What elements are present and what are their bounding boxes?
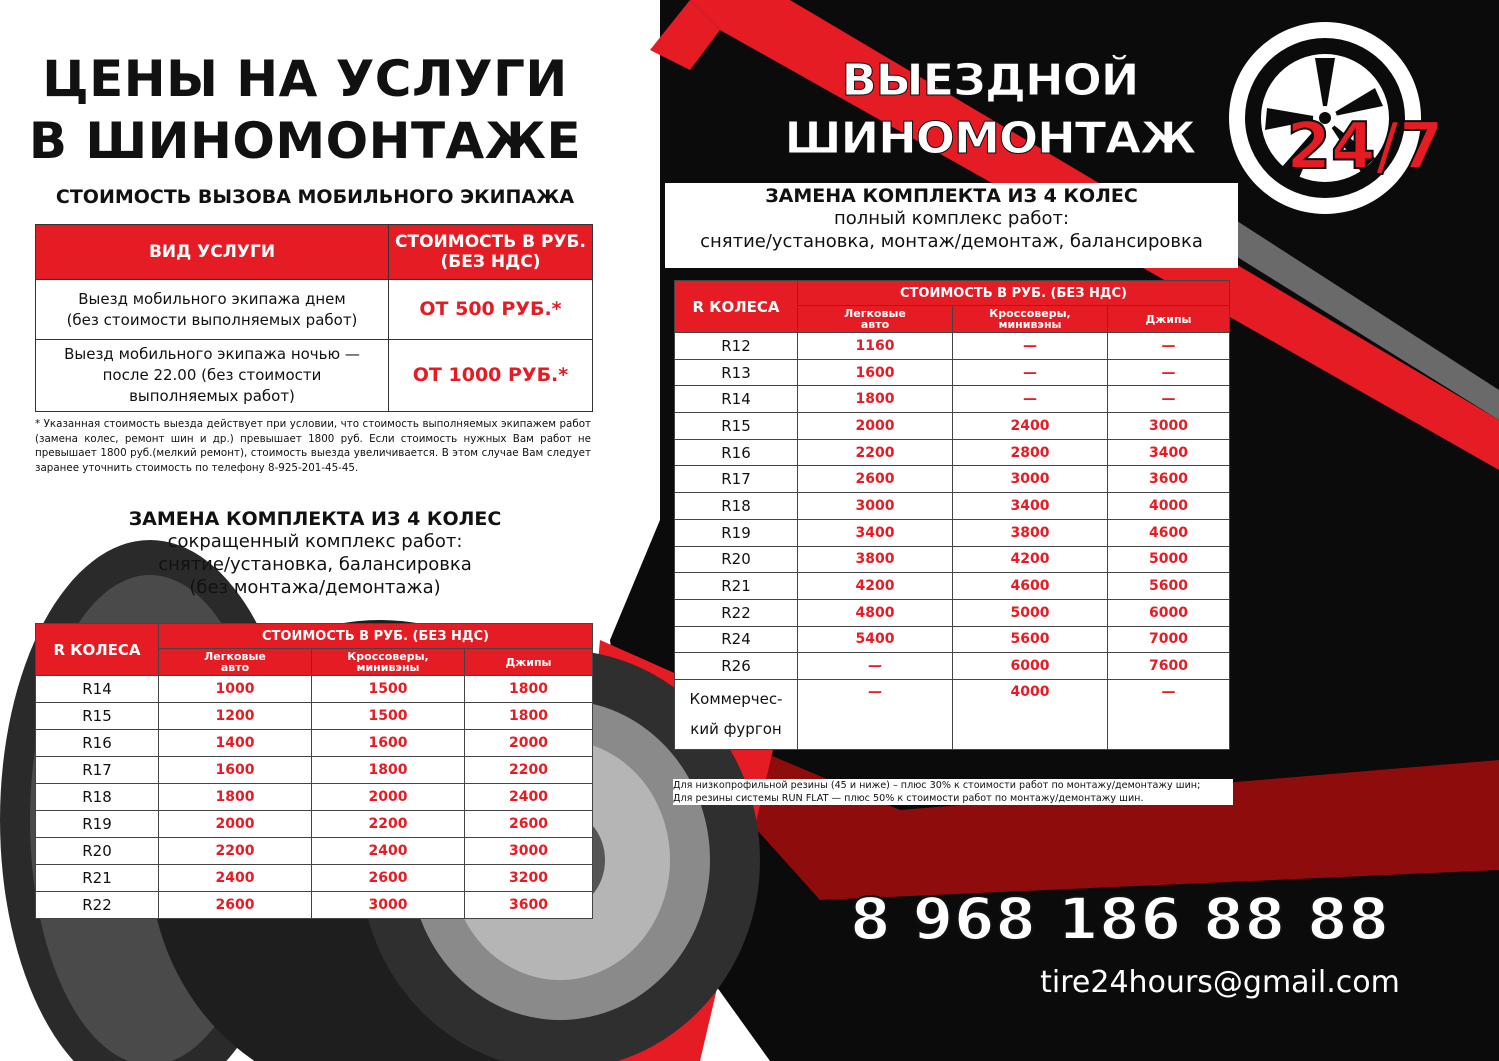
price-cell: 1800 xyxy=(465,676,593,703)
price-cell: 1500 xyxy=(312,676,465,703)
brand-line2: ШИНОМОНТАЖ xyxy=(784,113,1196,164)
service-line: Выезд мобильного экипажа днем xyxy=(78,289,346,308)
service-cell xyxy=(36,340,389,412)
table-row xyxy=(675,626,1230,653)
price-cell: 2200 xyxy=(465,757,593,784)
wheel-cell: R14 xyxy=(36,676,159,703)
wheel-cell: R26 xyxy=(675,653,798,680)
service-line: после 22.00 (без стоимости xyxy=(102,366,322,384)
table-row xyxy=(675,653,1230,680)
table-row xyxy=(675,413,1230,440)
short-set-subtitle-3: (без монтажа/демонтажа) xyxy=(189,577,441,598)
price-cell: 2200 xyxy=(159,838,312,865)
price-cell: 2600 xyxy=(312,865,465,892)
price-cell: 5000 xyxy=(1108,546,1230,573)
price-cell: 1000 xyxy=(159,676,312,703)
table-row xyxy=(36,838,593,865)
header-cars-line1: Легковые xyxy=(204,650,266,663)
table-row xyxy=(36,340,593,412)
header-service: ВИД УСЛУГИ xyxy=(36,225,389,280)
price-cell: 6000 xyxy=(1108,599,1230,626)
table-row xyxy=(675,466,1230,493)
page-title-line2: В ШИНОМОНТАЖЕ xyxy=(28,112,582,170)
price-cell: — xyxy=(1108,359,1230,386)
table-row xyxy=(675,439,1230,466)
header-cars-line2: авто xyxy=(220,661,250,674)
price-cell: 2200 xyxy=(798,439,953,466)
price-cell: 1160 xyxy=(798,333,953,360)
header-price: СТОИМОСТЬ В РУБ. (БЕЗ НДС) xyxy=(159,624,593,649)
price-cell: — xyxy=(953,333,1108,360)
price-cell: 4000 xyxy=(953,679,1108,749)
phone-number[interactable]: 8 968 186 88 88 xyxy=(850,885,1390,953)
price-cell: 1600 xyxy=(798,359,953,386)
price-cell: 2200 xyxy=(312,811,465,838)
wheel-cell: R14 xyxy=(675,386,798,413)
price-cell: 4200 xyxy=(953,546,1108,573)
call-cost-table xyxy=(35,224,593,412)
table-header-row xyxy=(675,281,1230,306)
call-cost-title: СТОИМОСТЬ ВЫЗОВА МОБИЛЬНОГО ЭКИПАЖА xyxy=(55,186,575,208)
service-line: выполняемых работ) xyxy=(129,387,295,405)
price-cell: 5600 xyxy=(953,626,1108,653)
wheel-cell xyxy=(675,679,798,749)
price-cell: 2400 xyxy=(953,413,1108,440)
price-cell: 2600 xyxy=(159,892,312,919)
service-cell xyxy=(36,280,389,340)
price-cell: 3000 xyxy=(953,466,1108,493)
price-cell: 2400 xyxy=(465,784,593,811)
price-cell: 2000 xyxy=(312,784,465,811)
price-cell: 3800 xyxy=(953,519,1108,546)
price-cell: 2000 xyxy=(798,413,953,440)
header-crossovers-line2: минивэны xyxy=(356,661,420,674)
price-cell: 3800 xyxy=(798,546,953,573)
wheel-cell: R20 xyxy=(675,546,798,573)
price-cell: 3400 xyxy=(953,493,1108,520)
price-cell: 3000 xyxy=(1108,413,1230,440)
full-set-subtitle-2: снятие/установка, монтаж/демонтаж, балансировка xyxy=(700,231,1203,252)
price-cell: 1500 xyxy=(312,703,465,730)
price-cell: 3200 xyxy=(465,865,593,892)
header-crossovers-line1: Кроссоверы, xyxy=(347,650,429,663)
header-crossovers xyxy=(312,649,465,676)
price-cell: 3400 xyxy=(1108,439,1230,466)
price-cell: 4600 xyxy=(953,573,1108,600)
surcharge-note: Для резины системы RUN FLAT — плюс 50% к стоимости работ по монтажу/демонтажу шин. xyxy=(673,793,1144,804)
price-cell: 2600 xyxy=(798,466,953,493)
surcharge-note: Для низкопрофильной резины (45 и ниже) – плюс 30% к стоимости работ по монтажу/демонтажу шин; xyxy=(673,780,1201,791)
price-cell: 7600 xyxy=(1108,653,1230,680)
price-cell: 1800 xyxy=(465,703,593,730)
brand-wordmark xyxy=(780,52,1200,168)
price-cell: 5600 xyxy=(1108,573,1230,600)
header-cars-line2: авто xyxy=(860,318,890,331)
price-cell: 2000 xyxy=(159,811,312,838)
full-set-subtitle-1: полный комплекс работ: xyxy=(833,208,1070,229)
price-cell: 4600 xyxy=(1108,519,1230,546)
wheel-cell: R24 xyxy=(675,626,798,653)
price-cell: — xyxy=(953,386,1108,413)
price-cell: 4800 xyxy=(798,599,953,626)
wheel-cell: R21 xyxy=(675,573,798,600)
header-cars xyxy=(159,649,312,676)
wheel-cell: R13 xyxy=(675,359,798,386)
page-title xyxy=(20,48,590,172)
table-row-commercial xyxy=(675,679,1230,749)
table-row xyxy=(675,599,1230,626)
price-cell: ОТ 500 РУБ.* xyxy=(389,280,593,340)
table-row xyxy=(36,892,593,919)
short-set-subtitle-2: снятие/установка, балансировка xyxy=(158,554,472,575)
header-jeeps: Джипы xyxy=(465,649,593,676)
table-row xyxy=(36,865,593,892)
full-set-title: ЗАМЕНА КОМПЛЕКТА ИЗ 4 КОЛЕС xyxy=(765,185,1138,207)
price-cell: 1800 xyxy=(159,784,312,811)
table-header-row xyxy=(36,225,593,280)
table-row xyxy=(675,386,1230,413)
price-cell: 2400 xyxy=(312,838,465,865)
short-set-heading xyxy=(20,508,610,599)
price-cell: 1400 xyxy=(159,730,312,757)
table-row xyxy=(675,546,1230,573)
price-cell: — xyxy=(953,359,1108,386)
full-set-table xyxy=(674,280,1230,750)
wheel-cell: R19 xyxy=(675,519,798,546)
table-row xyxy=(675,519,1230,546)
table-row xyxy=(675,493,1230,520)
wheel-cell: R18 xyxy=(675,493,798,520)
surcharge-notes xyxy=(673,779,1233,805)
table-row xyxy=(36,280,593,340)
short-set-body xyxy=(36,676,593,919)
price-cell: 3600 xyxy=(465,892,593,919)
wheel-cell: R19 xyxy=(36,811,159,838)
table-row xyxy=(675,359,1230,386)
logo-digits: 24/7 xyxy=(1286,110,1444,184)
footnote: * Указанная стоимость выезда действует при условии, что стоимость выполняемых экипажем работ (замена колес, ремонт шин и др.) превышает 1800 руб. Если стоимость нужных Вам работ не превышает 1800 руб.(мелкий ремонт), стоимость выезда увеличивается. В этом случае Вам следует заранее уточнить стоимость по телефону 8-925-201-45-45. xyxy=(35,418,591,474)
wheel-cell: R15 xyxy=(36,703,159,730)
wheel-cell: R16 xyxy=(36,730,159,757)
header-jeeps: Джипы xyxy=(1108,306,1230,333)
table-row xyxy=(36,757,593,784)
wheel-cell: R12 xyxy=(675,333,798,360)
wheel-cell: R20 xyxy=(36,838,159,865)
wheel-cell: R22 xyxy=(36,892,159,919)
wheel-cell: R15 xyxy=(675,413,798,440)
wheel-cell: R17 xyxy=(675,466,798,493)
header-wheel: R КОЛЕСА xyxy=(675,281,798,333)
price-cell: 3000 xyxy=(465,838,593,865)
price-cell: 3400 xyxy=(798,519,953,546)
price-cell: 5400 xyxy=(798,626,953,653)
header-cars xyxy=(798,306,953,333)
page-title-line1: ЦЕНЫ НА УСЛУГИ xyxy=(42,50,568,108)
header-crossovers-line2: минивэны xyxy=(998,318,1062,331)
header-price xyxy=(389,225,593,280)
price-cell: 1800 xyxy=(798,386,953,413)
wheel-logo-icon xyxy=(1215,18,1445,218)
table-header-row xyxy=(36,624,593,649)
price-cell: — xyxy=(1108,679,1230,749)
wheel-cell: R22 xyxy=(675,599,798,626)
table-row xyxy=(36,811,593,838)
service-line: (без стоимости выполняемых работ) xyxy=(66,310,358,329)
price-cell: 1600 xyxy=(159,757,312,784)
price-cell: — xyxy=(1108,333,1230,360)
price-cell: 2000 xyxy=(465,730,593,757)
header-price: СТОИМОСТЬ В РУБ. (БЕЗ НДС) xyxy=(798,281,1230,306)
full-set-body xyxy=(675,333,1230,680)
price-cell: 3600 xyxy=(1108,466,1230,493)
price-cell: 7000 xyxy=(1108,626,1230,653)
wheel-cell: R18 xyxy=(36,784,159,811)
price-cell: 3000 xyxy=(312,892,465,919)
header-price-line1: СТОИМОСТЬ В РУБ. xyxy=(395,232,586,252)
short-set-title: ЗАМЕНА КОМПЛЕКТА ИЗ 4 КОЛЕС xyxy=(128,508,502,530)
brand-line1: ВЫЕЗДНОЙ xyxy=(841,55,1139,106)
price-cell: 2800 xyxy=(953,439,1108,466)
price-cell: — xyxy=(798,653,953,680)
price-cell: 2600 xyxy=(465,811,593,838)
price-cell: 1200 xyxy=(159,703,312,730)
header-cars-line1: Легковые xyxy=(844,307,906,320)
service-line: Выезд мобильного экипажа ночью — xyxy=(64,345,360,363)
table-row xyxy=(675,333,1230,360)
price-cell: 5000 xyxy=(953,599,1108,626)
price-cell: ОТ 1000 РУБ.* xyxy=(389,340,593,412)
header-price-line2: (БЕЗ НДС) xyxy=(440,252,541,272)
wheel-cell: R17 xyxy=(36,757,159,784)
wheel-line1: Коммерчес- xyxy=(689,690,783,709)
wheel-cell: R16 xyxy=(675,439,798,466)
email-address[interactable]: tire24hours@gmail.com xyxy=(1040,965,1400,1000)
price-cell: 1600 xyxy=(312,730,465,757)
short-set-subtitle-1: сокращенный комплекс работ: xyxy=(167,531,463,552)
table-row xyxy=(36,676,593,703)
header-wheel: R КОЛЕСА xyxy=(36,624,159,676)
price-cell: 3000 xyxy=(798,493,953,520)
table-row xyxy=(36,703,593,730)
header-crossovers xyxy=(953,306,1108,333)
price-cell: — xyxy=(1108,386,1230,413)
price-cell: — xyxy=(798,679,953,749)
table-row xyxy=(36,730,593,757)
price-cell: 2400 xyxy=(159,865,312,892)
price-cell: 6000 xyxy=(953,653,1108,680)
wheel-line2: кий фургон xyxy=(690,720,782,739)
table-row xyxy=(36,784,593,811)
wheel-cell: R21 xyxy=(36,865,159,892)
price-cell: 1800 xyxy=(312,757,465,784)
price-cell: 4000 xyxy=(1108,493,1230,520)
short-set-table xyxy=(35,623,593,919)
header-crossovers-line1: Кроссоверы, xyxy=(989,307,1071,320)
table-row xyxy=(675,573,1230,600)
price-cell: 4200 xyxy=(798,573,953,600)
full-set-heading xyxy=(665,183,1238,268)
